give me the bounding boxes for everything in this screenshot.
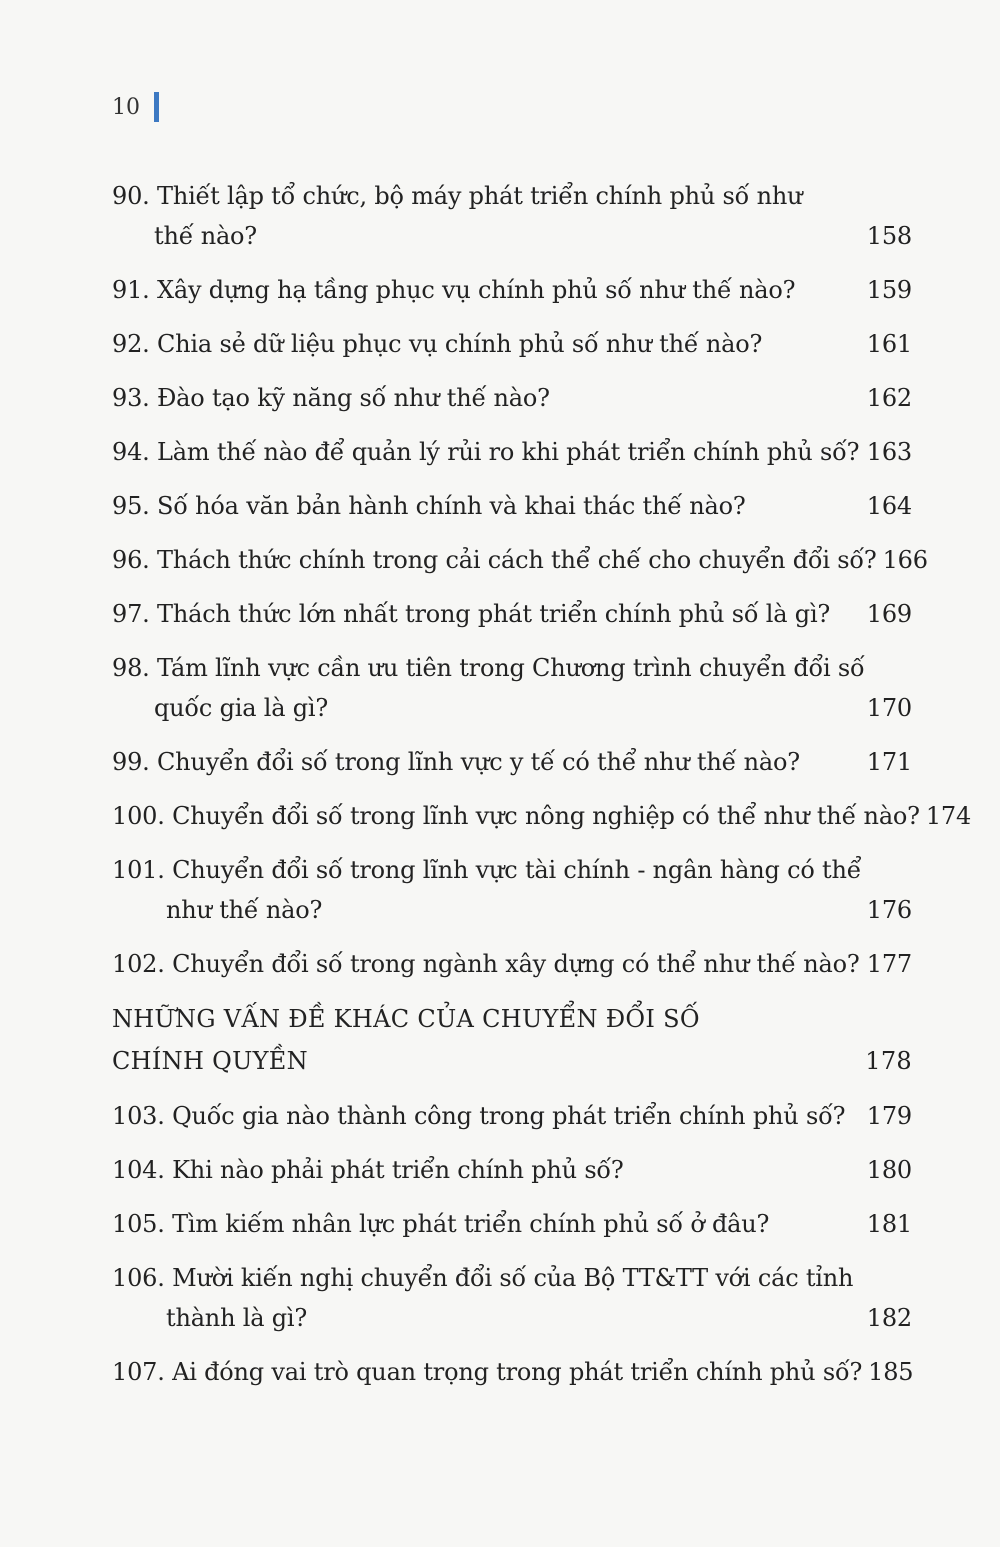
toc-entry-title: Ai đóng vai trò quan trọng trong phát triển chính phủ số? xyxy=(172,1358,863,1386)
toc-entry-page: 179 xyxy=(866,1102,912,1130)
toc-entry-number: 90. xyxy=(112,182,150,210)
toc-entry[interactable] xyxy=(112,648,912,728)
toc-entry-page: 174 xyxy=(925,802,972,830)
toc-entry-line xyxy=(112,742,912,782)
toc-entry-text xyxy=(112,432,859,472)
toc-entry[interactable] xyxy=(112,486,912,526)
toc-entry-title: Chuyển đổi số trong lĩnh vực nông nghiệp có thể như thế nào? xyxy=(172,802,920,830)
toc-entry-page: 161 xyxy=(866,330,912,358)
toc-entry-page: 176 xyxy=(866,896,912,924)
toc-entry[interactable] xyxy=(112,378,912,418)
toc-entry-number: 99. xyxy=(112,748,150,776)
table-of-contents xyxy=(112,176,972,1406)
toc-entry[interactable] xyxy=(112,850,912,930)
page-header xyxy=(112,92,159,122)
toc-entry-title-cont: quốc gia là gì? xyxy=(154,694,329,722)
toc-entries-group-a xyxy=(112,176,972,984)
toc-entry-page: 182 xyxy=(866,1304,912,1332)
toc-entry-page: 163 xyxy=(866,438,912,466)
toc-entry[interactable] xyxy=(112,432,912,472)
toc-entry-text xyxy=(112,378,550,418)
toc-entry-text xyxy=(112,648,864,688)
section-page-number: 178 xyxy=(865,1047,912,1075)
toc-entry-text xyxy=(112,1204,769,1244)
toc-section-heading[interactable] xyxy=(112,998,912,1082)
toc-entry-title: Quốc gia nào thành công trong phát triển chính phủ số? xyxy=(172,1102,846,1130)
toc-entry-number: 103. xyxy=(112,1102,165,1130)
toc-entry-title: Làm thế nào để quản lý rủi ro khi phát triển chính phủ số? xyxy=(157,438,860,466)
toc-entry-line xyxy=(112,1096,912,1136)
toc-entry-text xyxy=(112,270,795,310)
toc-entry-page: 162 xyxy=(866,384,912,412)
toc-entry[interactable] xyxy=(112,1204,912,1244)
toc-entry-number: 95. xyxy=(112,492,150,520)
toc-entry-text xyxy=(112,176,802,216)
header-accent-bar xyxy=(154,92,159,122)
toc-entry-line xyxy=(112,648,912,688)
page-number: 10 xyxy=(112,94,140,120)
toc-entry-text xyxy=(112,1352,862,1392)
toc-entry-text xyxy=(112,796,920,836)
toc-entry-page: 180 xyxy=(866,1156,912,1184)
toc-entry[interactable] xyxy=(112,1352,912,1392)
toc-entry-text xyxy=(112,1150,624,1190)
toc-entry-page: 185 xyxy=(868,1358,914,1386)
toc-entry-line xyxy=(112,216,912,256)
toc-entry-title: Xây dựng hạ tầng phục vụ chính phủ số như thế nào? xyxy=(157,276,796,304)
toc-entry-page: 158 xyxy=(866,222,912,250)
toc-entry-page: 169 xyxy=(866,600,912,628)
toc-entry-number: 96. xyxy=(112,546,150,574)
toc-entry-number: 97. xyxy=(112,600,150,628)
toc-entry-line xyxy=(112,1150,912,1190)
toc-entry[interactable] xyxy=(112,796,972,836)
toc-entry-text xyxy=(112,742,800,782)
toc-entry-number: 106. xyxy=(112,1264,165,1292)
toc-entries-group-b xyxy=(112,1096,912,1392)
toc-entry-title: Chuyển đổi số trong lĩnh vực y tế có thể như thế nào? xyxy=(157,748,800,776)
toc-entry[interactable] xyxy=(112,742,912,782)
toc-entry-line xyxy=(112,890,912,930)
toc-entry-line xyxy=(112,270,912,310)
toc-entry-line xyxy=(112,944,912,984)
toc-entry[interactable] xyxy=(112,176,912,256)
toc-entry-number: 101. xyxy=(112,856,165,884)
section-line-1 xyxy=(112,998,912,1040)
toc-entry-line xyxy=(112,1204,912,1244)
toc-entry-line xyxy=(112,176,912,216)
toc-entry-title: Chia sẻ dữ liệu phục vụ chính phủ số như thế nào? xyxy=(157,330,763,358)
toc-entry-page: 166 xyxy=(882,546,928,574)
toc-entry-number: 93. xyxy=(112,384,150,412)
section-title-line-1: NHỮNG VẤN ĐỀ KHÁC CỦA CHUYỂN ĐỔI SỐ xyxy=(112,1005,700,1033)
toc-entry-text xyxy=(112,1096,845,1136)
toc-entry-line xyxy=(112,796,972,836)
toc-entry-title: Thách thức lớn nhất trong phát triển chính phủ số là gì? xyxy=(157,600,831,628)
section-title-line-2: CHÍNH QUYỀN xyxy=(112,1047,308,1075)
toc-entry-line xyxy=(112,594,912,634)
toc-entry-title: Chuyển đổi số trong lĩnh vực tài chính - ngân hàng có thể xyxy=(172,856,862,884)
toc-entry[interactable] xyxy=(112,1150,912,1190)
toc-entry-number: 100. xyxy=(112,802,165,830)
toc-entry-page: 171 xyxy=(866,748,912,776)
toc-entry-text xyxy=(112,594,830,634)
toc-entry-page: 181 xyxy=(866,1210,912,1238)
toc-entry-title: Thách thức chính trong cải cách thể chế cho chuyển đổi số? xyxy=(157,546,877,574)
toc-entry-number: 104. xyxy=(112,1156,165,1184)
toc-entry-number: 94. xyxy=(112,438,150,466)
toc-entry-number: 98. xyxy=(112,654,150,682)
toc-entry-number: 92. xyxy=(112,330,150,358)
toc-entry-line xyxy=(112,850,912,890)
toc-entry-line xyxy=(112,540,928,580)
toc-entry-page: 164 xyxy=(866,492,912,520)
toc-entry-title: Số hóa văn bản hành chính và khai thác thế nào? xyxy=(157,492,746,520)
toc-entry-line xyxy=(112,1352,912,1392)
toc-entry-title-cont: như thế nào? xyxy=(166,896,323,924)
toc-entry-number: 105. xyxy=(112,1210,165,1238)
toc-entry-text xyxy=(112,540,877,580)
toc-entry-page: 170 xyxy=(866,694,912,722)
toc-entry-line xyxy=(112,324,912,364)
toc-entry[interactable] xyxy=(112,540,928,580)
toc-entry-number: 91. xyxy=(112,276,150,304)
toc-entry-page: 159 xyxy=(866,276,912,304)
toc-entry-text xyxy=(112,850,861,890)
toc-entry-line xyxy=(112,378,912,418)
toc-entry[interactable] xyxy=(112,1258,912,1338)
toc-entry[interactable] xyxy=(112,594,912,634)
toc-entry-text xyxy=(112,944,860,984)
toc-entry-title: Thiết lập tổ chức, bộ máy phát triển chính phủ số như xyxy=(157,182,803,210)
toc-entry[interactable] xyxy=(112,1096,912,1136)
toc-entry-title: Đào tạo kỹ năng số như thế nào? xyxy=(157,384,550,412)
toc-entry[interactable] xyxy=(112,324,912,364)
toc-entry-number: 102. xyxy=(112,950,165,978)
toc-entry-number: 107. xyxy=(112,1358,165,1386)
toc-entry-title: Khi nào phải phát triển chính phủ số? xyxy=(172,1156,624,1184)
toc-entry-line xyxy=(112,688,912,728)
toc-entry[interactable] xyxy=(112,270,912,310)
toc-entry-line xyxy=(112,1258,912,1298)
toc-entry-title: Chuyển đổi số trong ngành xây dựng có thể như thế nào? xyxy=(172,950,860,978)
toc-entry-title: Mười kiến nghị chuyển đổi số của Bộ TT&TT với các tỉnh xyxy=(172,1264,854,1292)
toc-entry-title: Tám lĩnh vực cần ưu tiên trong Chương trình chuyển đổi số xyxy=(157,654,865,682)
toc-entry[interactable] xyxy=(112,944,912,984)
toc-entry-text xyxy=(112,1258,853,1298)
toc-entry-line xyxy=(112,432,912,472)
toc-entry-title: Tìm kiếm nhân lực phát triển chính phủ số ở đâu? xyxy=(172,1210,770,1238)
toc-entry-text xyxy=(112,324,762,364)
toc-entry-line xyxy=(112,486,912,526)
toc-entry-text xyxy=(112,486,746,526)
toc-entry-title-cont: thành là gì? xyxy=(166,1304,308,1332)
toc-entry-page: 177 xyxy=(866,950,912,978)
toc-entry-title-cont: thế nào? xyxy=(154,222,257,250)
toc-entry-line xyxy=(112,1298,912,1338)
section-line-2 xyxy=(112,1040,912,1082)
